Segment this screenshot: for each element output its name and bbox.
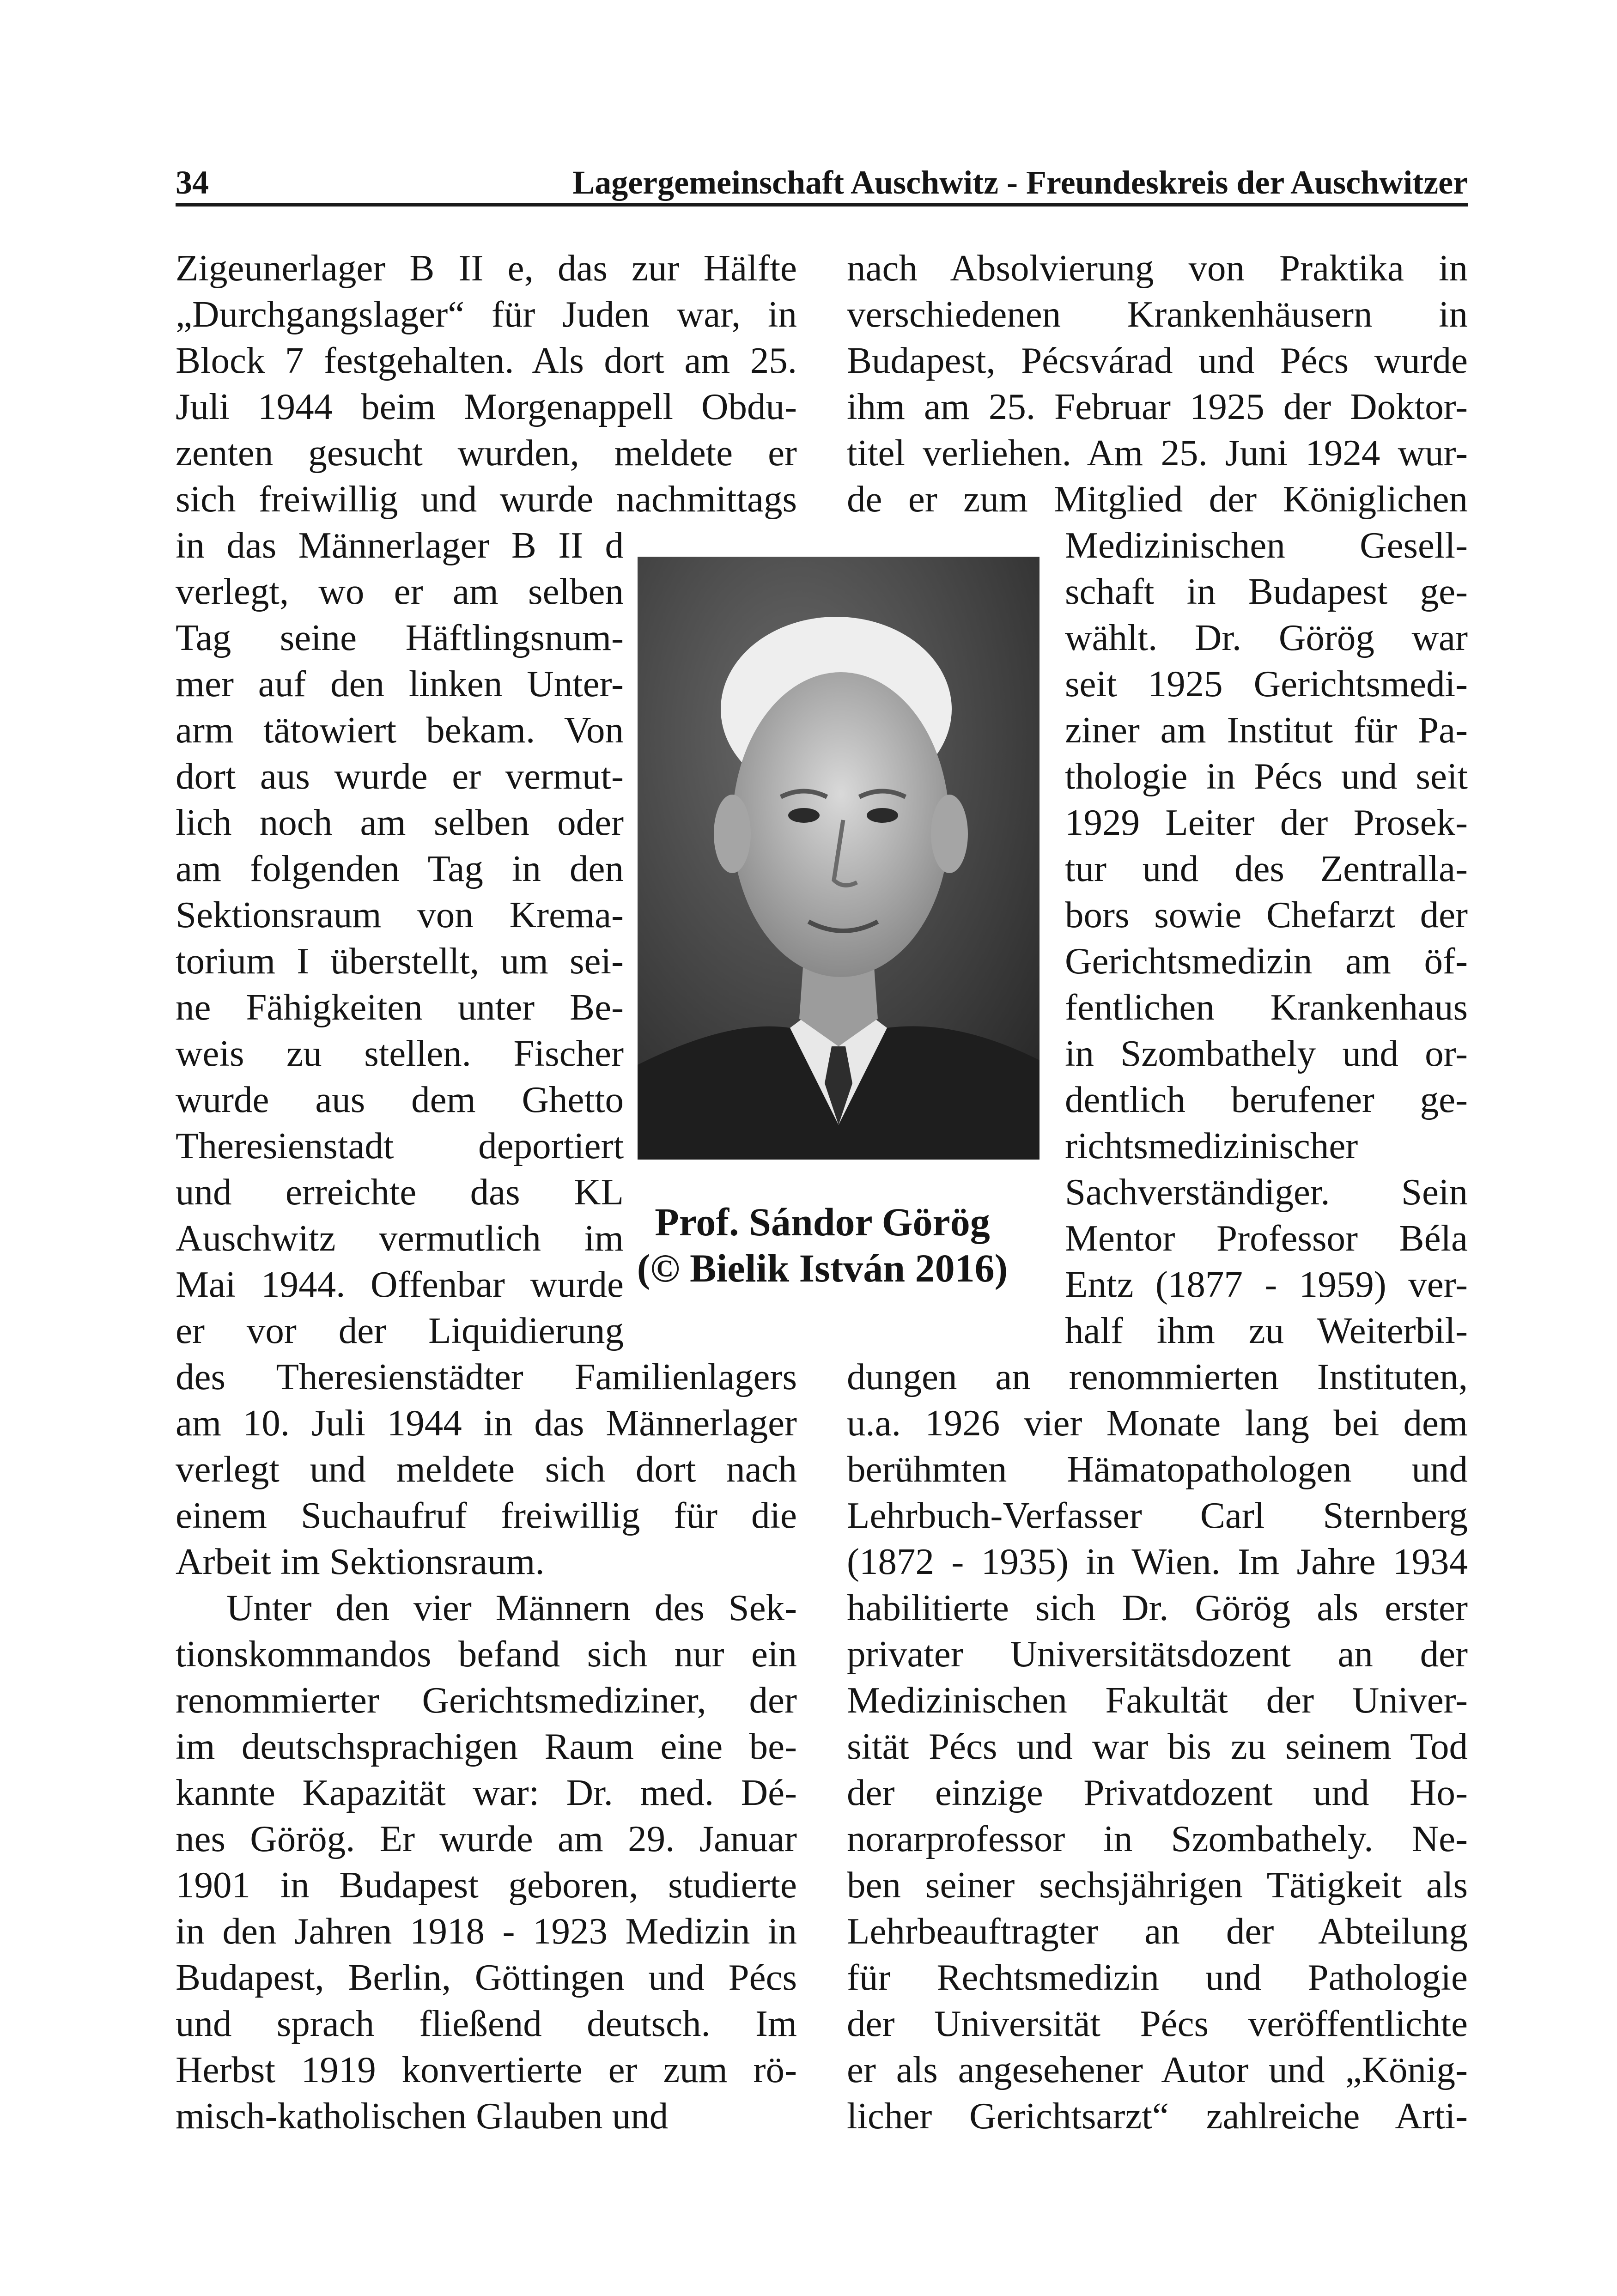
- right-column-line: Sachverständiger. Sein: [1065, 1171, 1468, 1213]
- left-column-line: Auschwitz vermutlich im: [176, 1217, 624, 1259]
- right-column-line: Medizinischen Gesell-: [1065, 524, 1468, 566]
- left-column-line: Tag seine Häftlingsnum-: [176, 617, 624, 658]
- left-column-line: sich freiwillig und wurde nachmittags: [176, 478, 797, 520]
- running-header: [176, 157, 1468, 207]
- right-column-line: thologie in Pécs und seit: [1065, 755, 1468, 797]
- right-column-line: (1872 - 1935) in Wien. Im Jahre 1934: [847, 1541, 1468, 1582]
- left-column-line: im deutschsprachigen Raum eine be-: [176, 1725, 797, 1767]
- right-column-line: in Szombathely und or-: [1065, 1033, 1468, 1074]
- left-column-line: misch-katholischen Glauben und: [176, 2095, 669, 2137]
- right-column-line: u.a. 1926 vier Monate lang bei dem: [847, 1402, 1468, 1444]
- right-column-line: tur und des Zentralla-: [1065, 848, 1468, 889]
- left-column-line: Zigeunerlager B II e, das zur Hälfte: [176, 247, 797, 289]
- left-column-line: kannte Kapazität war: Dr. med. Dé-: [176, 1772, 797, 1813]
- right-column-line: Lehrbuch-Verfasser Carl Sternberg: [847, 1494, 1468, 1536]
- left-column-line: Arbeit im Sektionsraum.: [176, 1541, 545, 1582]
- left-column-line: Juli 1944 beim Morgenappell Obdu-: [176, 386, 797, 427]
- left-column-line: Unter den vier Männern des Sek-: [226, 1587, 797, 1628]
- left-column-line: und erreichte das KL: [176, 1171, 624, 1213]
- left-column-line: und sprach fließend deutsch. Im: [176, 2003, 797, 2044]
- right-column-line: Mentor Professor Béla: [1065, 1217, 1468, 1259]
- photo-caption-name: Prof. Sándor Görög: [655, 1200, 990, 1244]
- portrait-photo: [638, 557, 1040, 1160]
- left-column-line: am 10. Juli 1944 in das Männerlager: [176, 1402, 797, 1444]
- right-column-line: berühmten Hämatopathologen und: [847, 1448, 1468, 1490]
- left-column-line: Block 7 festgehalten. Als dort am 25.: [176, 340, 797, 381]
- right-column-line: half ihm zu Weiterbil-: [1065, 1310, 1468, 1351]
- left-column-line: Budapest, Berlin, Göttingen und Pécs: [176, 1956, 797, 1998]
- left-column-line: tionskommandos befand sich nur ein: [176, 1633, 797, 1675]
- right-column-line: verschiedenen Krankenhäusern in: [847, 293, 1468, 335]
- left-column-line: nes Görög. Er wurde am 29. Januar: [176, 1818, 797, 1859]
- left-column-line: 1901 in Budapest geboren, studierte: [176, 1864, 797, 1906]
- page-number: 34: [176, 164, 209, 201]
- left-column-line: „Durchgangslager“ für Juden war, in: [176, 293, 797, 335]
- running-title: Lagergemeinschaft Auschwitz - Freundeskreis der Auschwitzer: [572, 164, 1468, 201]
- left-column-line: ne Fähigkeiten unter Be-: [176, 986, 624, 1028]
- right-column-line: licher Gerichtsarzt“ zahlreiche Arti-: [847, 2095, 1468, 2137]
- right-column-line: sität Pécs und war bis zu seinem Tod: [847, 1725, 1468, 1767]
- left-column-line: am folgenden Tag in den: [176, 848, 624, 889]
- right-column-line: er als angesehener Autor und „König-: [847, 2049, 1468, 2090]
- left-column-line: dort aus wurde er vermut-: [176, 755, 624, 797]
- photo-caption-credit: (© Bielik István 2016): [637, 1246, 1008, 1290]
- right-column-line: bors sowie Chefarzt der: [1065, 894, 1468, 935]
- right-column-line: Budapest, Pécsvárad und Pécs wurde: [847, 340, 1468, 381]
- left-column-line: Sektionsraum von Krema-: [176, 894, 624, 935]
- left-column-line: wurde aus dem Ghetto: [176, 1079, 624, 1120]
- right-column-line: ziner am Institut für Pa-: [1065, 709, 1468, 751]
- right-column-line: norarprofessor in Szombathely. Ne-: [847, 1818, 1468, 1859]
- left-column-line: zenten gesucht wurden, meldete er: [176, 432, 797, 474]
- left-column-line: in das Männerlager B II d: [176, 524, 624, 566]
- left-column-line: einem Suchaufruf freiwillig für die: [176, 1494, 797, 1536]
- right-column-line: Lehrbeauftragter an der Abteilung: [847, 1910, 1468, 1952]
- right-column-line: ben seiner sechsjährigen Tätigkeit als: [847, 1864, 1468, 1906]
- right-column-line: dungen an renommierten Instituten,: [847, 1356, 1468, 1397]
- right-column-line: dentlich berufener ge-: [1065, 1079, 1468, 1120]
- right-column-line: habilitierte sich Dr. Görög als erster: [847, 1587, 1468, 1628]
- left-column-line: weis zu stellen. Fischer: [176, 1033, 624, 1074]
- left-column-line: Mai 1944. Offenbar wurde: [176, 1263, 624, 1305]
- left-column-line: des Theresienstädter Familienlagers: [176, 1356, 797, 1397]
- left-column-line: Theresienstadt deportiert: [176, 1125, 624, 1166]
- left-column-line: er vor der Liquidierung: [176, 1310, 624, 1351]
- right-column-line: Entz (1877 - 1959) ver-: [1065, 1263, 1468, 1305]
- right-column-line: der Universität Pécs veröffentlichte: [847, 2003, 1468, 2044]
- right-column-line: Gerichtsmedizin am öf-: [1065, 940, 1468, 982]
- left-column-line: verlegt und meldete sich dort nach: [176, 1448, 797, 1490]
- left-column-line: in den Jahren 1918 - 1923 Medizin in: [176, 1910, 797, 1952]
- right-column-line: der einzige Privatdozent und Ho-: [847, 1772, 1468, 1813]
- left-column-line: mer auf den linken Unter-: [176, 663, 624, 705]
- left-column-line: torium I überstellt, um sei-: [176, 940, 624, 982]
- right-column-line: seit 1925 Gerichtsmedi-: [1065, 663, 1468, 705]
- right-column-line: de er zum Mitglied der Königlichen: [847, 478, 1468, 520]
- left-column-line: renommierter Gerichtsmediziner, der: [176, 1679, 797, 1721]
- right-column-line: für Rechtsmedizin und Pathologie: [847, 1956, 1468, 1998]
- right-column-line: richtsmedizinischer: [1065, 1125, 1358, 1166]
- right-column-line: privater Universitätsdozent an der: [847, 1633, 1468, 1675]
- right-column-line: 1929 Leiter der Prosek-: [1065, 802, 1468, 843]
- right-column-line: wählt. Dr. Görög war: [1065, 617, 1468, 658]
- left-column-line: arm tätowiert bekam. Von: [176, 709, 624, 751]
- right-column-line: ihm am 25. Februar 1925 der Doktor-: [847, 386, 1468, 427]
- right-column-line: titel verliehen. Am 25. Juni 1924 wur-: [847, 432, 1468, 474]
- right-column-line: schaft in Budapest ge-: [1065, 571, 1468, 612]
- right-column-line: Medizinischen Fakultät der Univer-: [847, 1679, 1468, 1721]
- right-column-line: nach Absolvierung von Praktika in: [847, 247, 1468, 289]
- left-column-line: Herbst 1919 konvertierte er zum rö-: [176, 2049, 797, 2090]
- left-column-line: lich noch am selben oder: [176, 802, 624, 843]
- portrait-photo-icon: [638, 557, 1040, 1160]
- left-column-line: verlegt, wo er am selben: [176, 571, 624, 612]
- right-column-line: fentlichen Krankenhaus: [1065, 986, 1468, 1028]
